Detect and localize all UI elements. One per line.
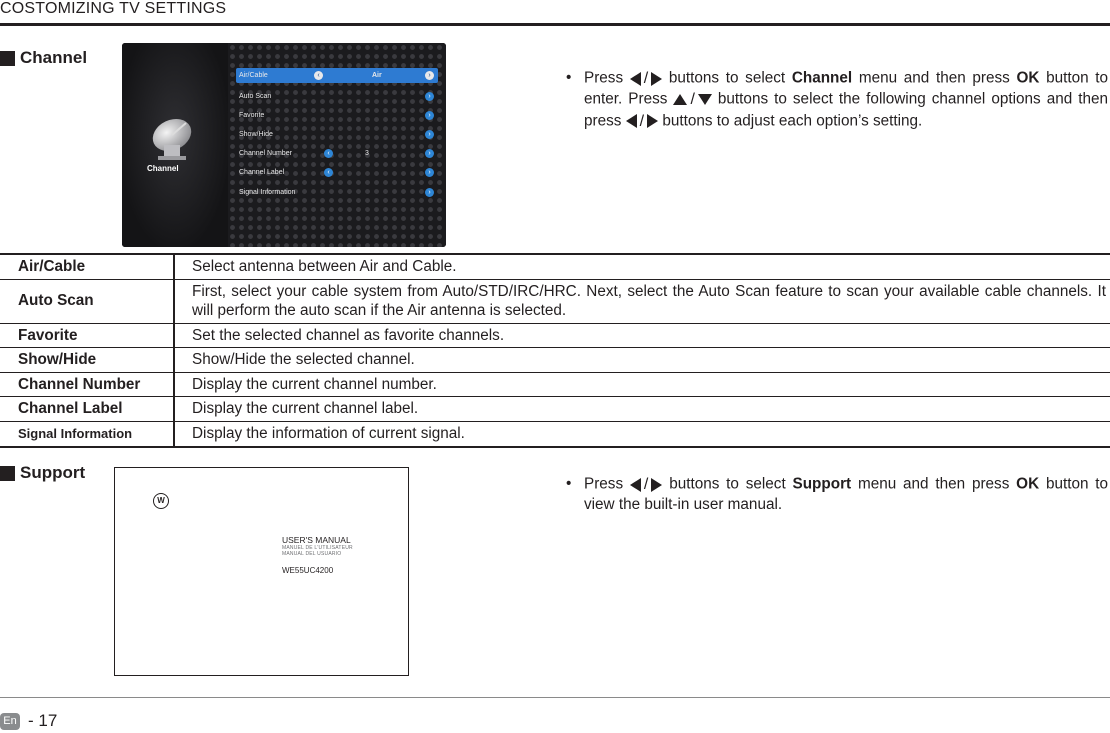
header-rule: [0, 23, 1110, 26]
screen-left-pane: [122, 43, 228, 247]
slash-glyph: /: [690, 91, 695, 109]
slash-glyph: /: [643, 476, 649, 493]
chevron-left-icon[interactable]: ‹: [324, 168, 333, 177]
channel-heading-text: Channel: [20, 48, 88, 67]
menu-row-show-hide[interactable]: [236, 127, 438, 142]
option-desc: Select antenna between Air and Cable.: [192, 258, 457, 275]
support-section-heading: [0, 463, 85, 483]
menu-row-signal-information[interactable]: [236, 185, 438, 200]
chevron-left-icon[interactable]: ‹: [324, 149, 333, 158]
option-name: Auto Scan: [0, 279, 174, 323]
chevron-right-icon[interactable]: ›: [425, 111, 434, 120]
channel-section-heading: [0, 48, 87, 68]
bullet-dot: •: [566, 475, 572, 492]
menu-row-value: Air: [372, 72, 382, 79]
footer-rule: [0, 697, 1110, 698]
user-manual-screenshot: [114, 467, 409, 676]
left-arrow-icon: [630, 72, 641, 86]
chevron-right-icon[interactable]: ›: [425, 92, 434, 101]
instruction-text: menu and then press: [858, 69, 1010, 87]
instruction-text: button to enter. Press: [584, 69, 1109, 108]
page-number: - 17: [28, 711, 58, 730]
instruction-text: buttons to select: [668, 69, 786, 87]
channel-instruction: [566, 68, 1109, 132]
manual-model: WE55UC4200: [282, 566, 334, 575]
channel-options-table: [0, 253, 1110, 448]
manual-subtitle-es: MANUAL DEL USUARIO: [282, 551, 342, 557]
menu-row-label: Favorite: [239, 112, 265, 119]
chevron-right-icon[interactable]: ›: [425, 71, 434, 80]
menu-row-channel-label[interactable]: [236, 165, 438, 180]
bullet-dot: •: [566, 69, 572, 86]
slash-glyph: /: [643, 70, 649, 87]
menu-row-label: Channel Number: [239, 150, 292, 157]
right-arrow-icon: [647, 114, 658, 128]
menu-row-favorite[interactable]: [236, 108, 438, 123]
chevron-left-icon[interactable]: ‹: [314, 71, 323, 80]
chevron-right-icon[interactable]: ›: [425, 168, 434, 177]
down-arrow-icon: [698, 94, 712, 105]
instruction-text: menu and then press: [857, 475, 1010, 493]
option-name: Favorite: [0, 323, 174, 348]
up-arrow-icon: [673, 94, 687, 105]
table-row: [0, 348, 1110, 373]
right-arrow-icon: [651, 72, 662, 86]
instruction-text: buttons to select: [669, 475, 786, 493]
option-name: Air/Cable: [0, 254, 174, 279]
left-arrow-icon: [626, 114, 637, 128]
option-name: Channel Label: [0, 397, 174, 422]
menu-row-channel-number[interactable]: [236, 146, 438, 161]
slash-glyph: /: [639, 112, 645, 130]
right-arrow-icon: [651, 478, 662, 492]
option-desc: First, select your cable system from Auto/STD/IRC/HRC. Next, select the Auto Scan feature to scan your available cable channels. It will perform the auto scan if the Air antenna is selected.: [192, 282, 1106, 320]
chevron-right-icon[interactable]: ›: [425, 149, 434, 158]
option-desc: Set the selected channel as favorite channels.: [192, 326, 505, 344]
section-square-icon: [0, 51, 15, 66]
instruction-text: buttons to adjust each option’s setting.: [662, 112, 923, 130]
chevron-right-icon[interactable]: ›: [425, 130, 434, 139]
instruction-text: Press: [584, 475, 624, 493]
support-heading-text: Support: [20, 463, 86, 482]
table-row: [0, 397, 1110, 422]
brand-logo-icon: W: [153, 493, 169, 509]
satellite-dish-icon: [148, 115, 200, 161]
menu-row-value: 3: [365, 150, 369, 157]
language-badge: En: [0, 713, 20, 730]
instruction-text: Press: [584, 69, 624, 87]
option-name: Channel Number: [0, 372, 174, 397]
option-desc: Display the current channel number.: [192, 375, 437, 393]
instruction-text: button to view the built-in user manual.: [584, 475, 1109, 514]
table-row: [0, 372, 1110, 397]
menu-row-label: Show/Hide: [239, 131, 273, 138]
menu-row-air-cable[interactable]: [236, 68, 438, 83]
menu-row-auto-scan[interactable]: [236, 89, 438, 104]
menu-row-label: Auto Scan: [239, 93, 272, 100]
table-row: [0, 323, 1110, 348]
instruction-ok: OK: [1016, 69, 1040, 87]
option-name: Show/Hide: [0, 348, 174, 373]
instruction-menu-name: Channel: [791, 69, 853, 87]
menu-row-label: Signal Information: [239, 189, 296, 196]
chevron-right-icon[interactable]: ›: [425, 188, 434, 197]
instruction-menu-name: Support: [792, 475, 852, 493]
option-desc: Display the information of current signal.: [192, 425, 465, 443]
left-arrow-icon: [630, 478, 641, 492]
manual-title: USER'S MANUAL: [282, 535, 351, 545]
instruction-text: buttons to select the following channel options and then press: [584, 90, 1109, 130]
page-footer: [0, 711, 57, 731]
manual-subtitle-fr: MANUEL DE L'UTILISATEUR: [282, 545, 353, 551]
menu-row-label: Channel Label: [239, 169, 285, 176]
option-desc: Show/Hide the selected channel.: [192, 351, 415, 369]
option-desc: Display the current channel label.: [192, 400, 419, 418]
support-instruction: [566, 474, 1109, 516]
menu-row-label: Air/Cable: [239, 72, 268, 79]
instruction-ok: OK: [1016, 475, 1040, 493]
table-row: [0, 279, 1110, 323]
section-square-icon: [0, 466, 15, 481]
option-name: Signal Information: [0, 422, 174, 447]
table-row: [0, 422, 1110, 447]
page-header-title: COSTOMIZING TV SETTINGS: [0, 0, 227, 17]
screen-left-label: Channel: [147, 164, 179, 173]
table-row: [0, 254, 1110, 279]
